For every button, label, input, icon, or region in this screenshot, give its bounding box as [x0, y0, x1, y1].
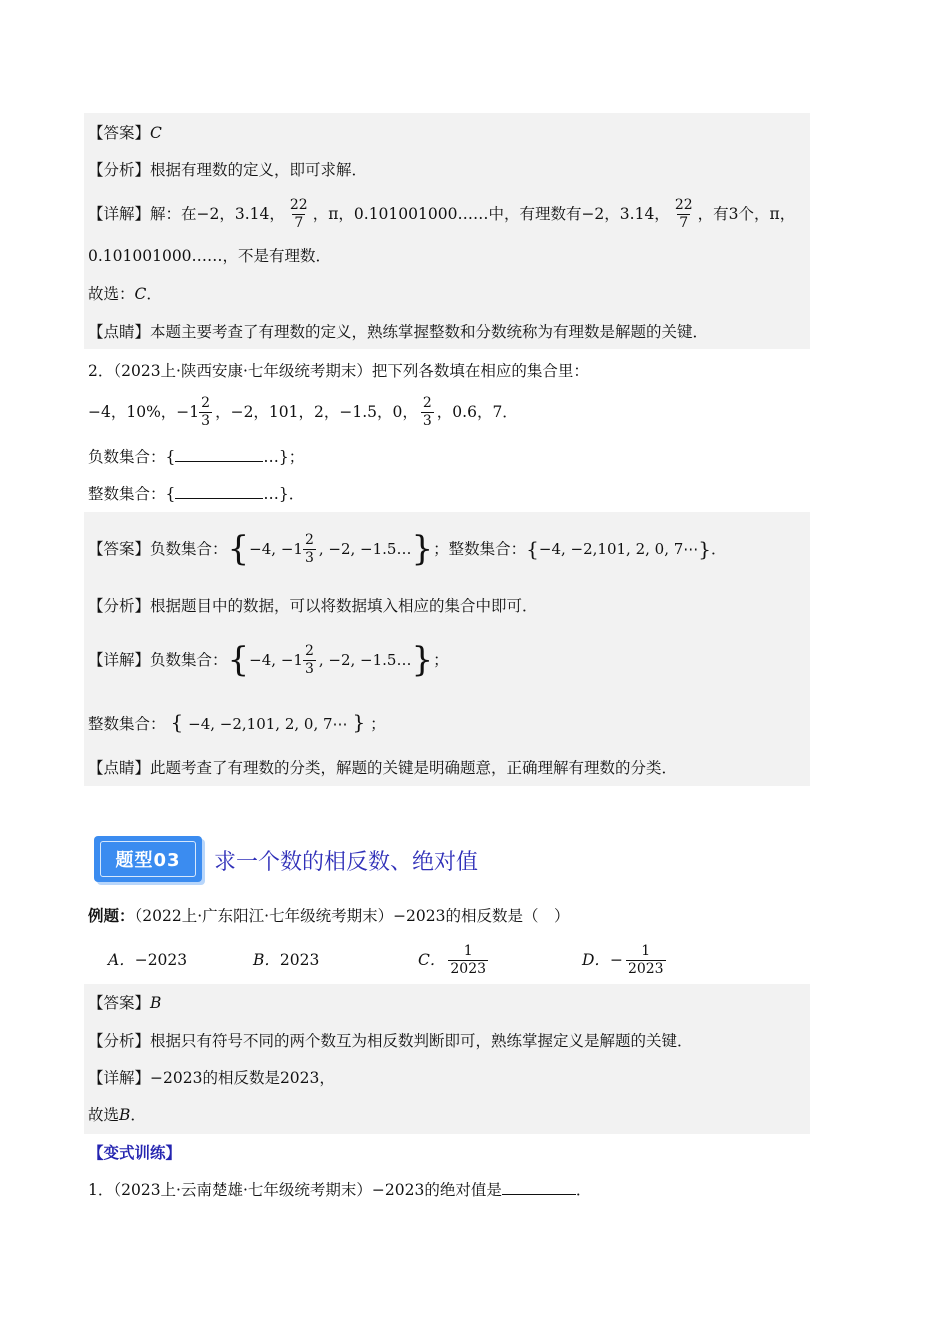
section-tag-label: 题型03	[100, 841, 196, 877]
brace-right-small: }	[698, 537, 712, 561]
analysis-tag: 【分析】	[88, 1032, 151, 1050]
q2-answer-line	[88, 526, 727, 572]
integer-set-values: −4, −2,101, 2, 0, 7⋯	[188, 715, 348, 733]
analysis-tag: 【分析】	[88, 597, 151, 615]
answer-value: B	[150, 994, 162, 1012]
detail-text-c: ，有3个，π，	[697, 205, 796, 223]
variant-q1-blank[interactable]	[502, 1180, 576, 1195]
integer-set-label: 整数集合：{	[88, 485, 176, 503]
detail-text-a: 解：在−2，3.14，	[150, 205, 285, 223]
q2-analysis-line	[88, 596, 538, 616]
analysis-text: 根据有理数的定义，即可求解．	[150, 161, 368, 179]
q2-detail-line	[88, 637, 449, 683]
semicolon: ；	[370, 715, 386, 733]
negative-set-text: 负数集合：	[150, 651, 228, 669]
analysis-text: 根据题目中的数据，可以将数据填入相应的集合中即可．	[150, 597, 538, 615]
variant-q1-text: 1．（2023上·云南楚雄·七年级统考期末）−2023的绝对值是	[88, 1181, 502, 1199]
answer-tag: 【答案】	[88, 994, 151, 1012]
numbers-text-c: ，0.6，7．	[436, 403, 518, 421]
option-c: C． $\frac{1}{2023}$	[418, 942, 487, 977]
fraction-22-7-second: $\frac{22}{7}$	[674, 196, 693, 231]
example-detail-line	[88, 1068, 335, 1088]
period: ．	[711, 540, 727, 558]
integer-set-blank[interactable]	[175, 484, 263, 499]
answer-tag: 【答案】	[88, 124, 151, 142]
example-options	[108, 938, 748, 982]
choose-suffix: ．	[146, 285, 162, 303]
example-answer-line	[88, 993, 161, 1013]
example-analysis-line	[88, 1031, 693, 1051]
example-label: 例题：	[88, 906, 135, 925]
example-stem	[88, 906, 570, 926]
example-answer-block	[84, 984, 810, 1134]
q2-integer-set-line	[88, 484, 304, 504]
detail-tag: 【详解】	[88, 1069, 151, 1087]
brace-left: {	[227, 529, 250, 569]
numbers-text-b: ，−2，101，2，−1.5，0，	[215, 403, 418, 421]
answer-tag: 【答案】	[88, 540, 151, 558]
option-a: A．−2023	[108, 951, 188, 969]
fraction-2-3: $\frac{2}{3}$	[201, 394, 211, 429]
variant-q1	[88, 1180, 591, 1200]
negative-set-blank[interactable]	[175, 447, 263, 462]
section-title: 求一个数的相反数、绝对值	[214, 850, 479, 875]
q2-stem	[88, 361, 589, 381]
brace-left-small: {	[526, 537, 539, 561]
detail-text: −2023的相反数是2023，	[150, 1069, 335, 1087]
choose-suffix: ．	[130, 1106, 146, 1124]
brace-left: {	[227, 640, 250, 680]
variant-q1-end: ．	[575, 1181, 592, 1199]
q2-integer-detail-line	[88, 712, 386, 734]
q1-detail-line	[88, 194, 795, 234]
brace-right: }	[411, 529, 434, 569]
q1-choose-line	[88, 284, 162, 304]
option-b: B．2023	[253, 951, 320, 969]
fraction-22-7: $\frac{22}{7}$	[289, 196, 308, 231]
brace-left-small: {	[170, 710, 184, 734]
analysis-text: 根据只有符号不同的两个数互为相反数判断即可，熟练掌握定义是解题的关键．	[150, 1032, 693, 1050]
q2-point-line	[88, 758, 677, 778]
semicolon: ；	[433, 651, 449, 669]
choose-value: C	[134, 285, 147, 303]
point-text: 此题考查了有理数的分类，解题的关键是明确题意，正确理解有理数的分类．	[150, 759, 678, 777]
option-d: D． − $\frac{1}{2023}$	[582, 942, 664, 977]
point-tag: 【点睛】	[88, 759, 151, 777]
q2-stem-text: 2．（2023上·陕西安康·七年级统考期末）把下列各数填在相应的集合里：	[88, 362, 589, 380]
point-text: 本题主要考查了有理数的定义，熟练掌握整数和分数统称为有理数是解题的关键．	[150, 323, 709, 341]
negative-set-values-a: −4, −1	[249, 540, 303, 558]
answer-value: C	[150, 124, 162, 142]
section-tag-badge	[94, 836, 202, 882]
brace-right-small: }	[352, 710, 366, 734]
choose-prefix: 故选：	[88, 285, 135, 303]
integer-set-end: …}．	[263, 485, 305, 503]
detail-text-b: ，π，0.101001000……中，有理数有−2，3.14，	[312, 205, 670, 223]
fraction-2-3-answer: $\frac{2}{3}$	[304, 531, 314, 566]
detail-tag: 【详解】	[88, 205, 151, 223]
q1-point-line	[88, 322, 708, 342]
negative-set-text: 负数集合：	[150, 540, 228, 558]
integer-set-text: 整数集合：	[448, 540, 527, 558]
choose-prefix: 故选	[88, 1106, 120, 1124]
choose-value: B	[119, 1106, 131, 1124]
negative-set-values-b: , −2, −1.5…	[318, 651, 412, 669]
q1-analysis-line	[88, 160, 367, 180]
brace-right: }	[411, 640, 434, 680]
numbers-text-a: −4，10%，−1	[88, 403, 200, 421]
integer-set-values: −4, −2,101, 2, 0, 7⋯	[538, 540, 699, 558]
variant-training-label: 【变式训练】	[88, 1143, 182, 1162]
q2-negative-set-line	[88, 447, 304, 467]
fraction-2-3-detail: $\frac{2}{3}$	[304, 642, 314, 677]
point-tag: 【点睛】	[88, 323, 151, 341]
q2-numbers-line	[88, 392, 518, 432]
example-stem-text: （2022上·广东阳江·七年级统考期末）−2023的相反数是（ ）	[134, 907, 570, 925]
q1-answer-line	[88, 123, 162, 143]
integer-set-text: 整数集合：	[88, 715, 166, 733]
analysis-tag: 【分析】	[88, 161, 151, 179]
detail-line2-text: 0.101001000……，不是有理数．	[88, 247, 332, 265]
semicolon: ；	[433, 540, 449, 558]
negative-set-end: …}；	[263, 448, 305, 466]
negative-set-values-b: , −2, −1.5…	[318, 540, 412, 558]
negative-set-values-a: −4, −1	[249, 651, 303, 669]
negative-set-label: 负数集合：{	[88, 448, 176, 466]
example-choose-line	[88, 1105, 146, 1125]
fraction-2-3-second: $\frac{2}{3}$	[422, 394, 432, 429]
q1-detail-line2	[88, 246, 331, 266]
detail-tag: 【详解】	[88, 651, 151, 669]
